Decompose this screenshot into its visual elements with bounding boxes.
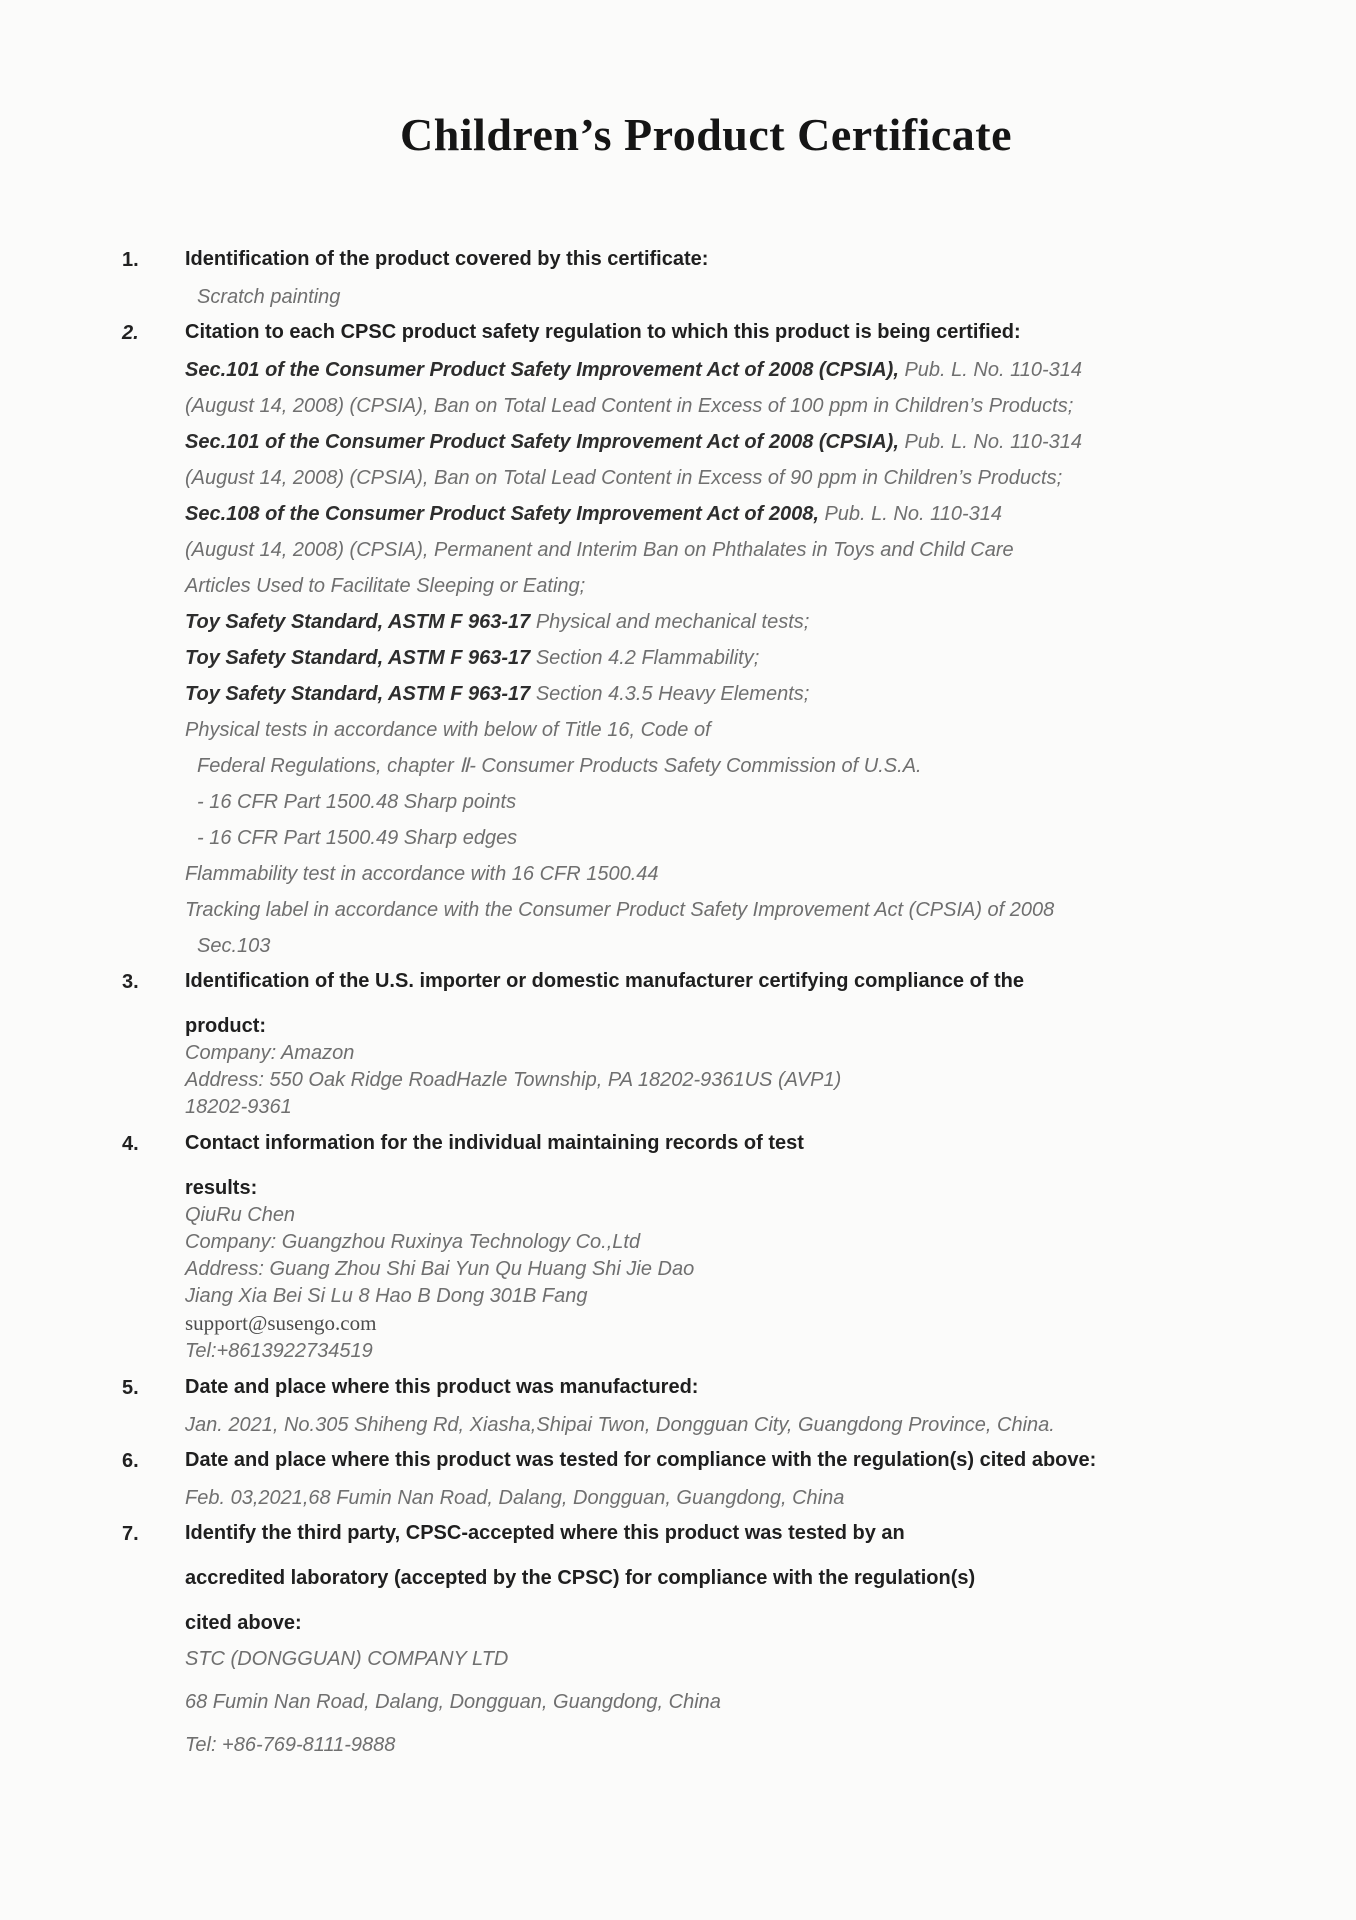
paragraph-segment: Toy Safety Standard, ASTM F 963-17	[185, 683, 536, 705]
item-content	[185, 969, 1238, 1120]
item-paragraph	[185, 1230, 1238, 1255]
paragraph-segment: Toy Safety Standard, ASTM F 963-17	[185, 647, 536, 669]
paragraph-segment: Physical tests in accordance with below of Title 16, Code of	[185, 719, 711, 741]
paragraph-segment: Physical and mechanical tests;	[535, 611, 810, 633]
paragraph-segment: Pub. L. No. 110-314	[904, 359, 1082, 381]
paragraph-segment: Flammability test in accordance with 16 CFR 1500.44	[185, 863, 659, 885]
item-paragraph	[185, 1257, 1238, 1282]
paragraph-segment: Tel: +86-769-8111-9888	[185, 1734, 396, 1756]
paragraph-segment: Toy Safety Standard, ASTM F 963-17	[185, 611, 536, 633]
paragraph-segment: - 16 CFR Part 1500.49 Sharp edges	[197, 827, 518, 849]
item-heading-line: accredited laboratory (accepted by the CPSC) for compliance with the regulation(s)	[185, 1567, 976, 1589]
item-paragraph	[185, 430, 1238, 454]
item-paragraph	[185, 1413, 1238, 1437]
item-content	[185, 1375, 1238, 1437]
certificate-item	[122, 1375, 1238, 1437]
item-paragraph	[185, 1647, 1238, 1671]
item-number: 5.	[122, 1377, 139, 1399]
item-body	[185, 1647, 1238, 1757]
paragraph-segment: Address: Guang Zhou Shi Bai Yun Qu Huang Shi Jie Dao	[185, 1258, 695, 1280]
item-number: 7.	[122, 1523, 139, 1545]
item-number: 4.	[122, 1133, 139, 1155]
item-paragraph	[185, 574, 1238, 598]
item-paragraph	[185, 1486, 1238, 1510]
paragraph-segment: STC (DONGGUAN) COMPANY LTD	[185, 1648, 509, 1670]
item-heading	[185, 969, 1238, 1038]
paragraph-segment: (August 14, 2008) (CPSIA), Ban on Total Lead Content in Excess of 100 ppm in Children’s Products;	[185, 395, 1074, 417]
paragraph-segment: Feb. 03,2021,68 Fumin Nan Road, Dalang, Dongguan, Guangdong, China	[185, 1487, 845, 1509]
paragraph-segment: Sec.101 of the Consumer Product Safety Improvement Act of 2008 (CPSIA),	[185, 359, 905, 381]
item-paragraph	[185, 1733, 1238, 1757]
item-number: 6.	[122, 1450, 139, 1472]
paragraph-segment: Articles Used to Facilitate Sleeping or Eating;	[185, 575, 586, 597]
item-paragraph	[185, 610, 1238, 634]
item-paragraph	[185, 502, 1238, 526]
item-paragraph	[185, 1203, 1238, 1228]
item-heading	[185, 320, 1238, 344]
certificate-items	[0, 247, 1356, 1757]
item-paragraph	[185, 538, 1238, 562]
item-heading-line: results:	[185, 1177, 258, 1199]
item-paragraph	[185, 466, 1238, 490]
item-paragraph	[185, 754, 1238, 778]
item-body	[185, 358, 1238, 958]
paragraph-segment: - 16 CFR Part 1500.48 Sharp points	[197, 791, 517, 813]
item-content	[185, 1448, 1238, 1510]
item-number: 3.	[122, 971, 139, 993]
item-number: 1.	[122, 249, 139, 271]
paragraph-segment: Address: 550 Oak Ridge RoadHazle Township, PA 18202-9361US (AVP1)	[185, 1069, 842, 1091]
item-heading-line: product:	[185, 1015, 267, 1037]
item-number: 2.	[122, 322, 139, 344]
paragraph-segment: Company: Guangzhou Ruxinya Technology Co.,Ltd	[185, 1231, 641, 1253]
paragraph-segment: Section 4.2 Flammability;	[535, 647, 760, 669]
item-heading-line: Date and place where this product was manufactured:	[185, 1376, 699, 1398]
paragraph-segment: support@susengo.com	[185, 1311, 377, 1335]
item-heading	[185, 247, 1238, 271]
item-body	[185, 1203, 1238, 1364]
paragraph-segment: (August 14, 2008) (CPSIA), Ban on Total Lead Content in Excess of 90 ppm in Children’s Products;	[185, 467, 1063, 489]
item-heading-line: Identification of the U.S. importer or domestic manufacturer certifying compliance of the	[185, 970, 1025, 992]
item-paragraph	[185, 718, 1238, 742]
paragraph-segment: Section 4.3.5 Heavy Elements;	[535, 683, 810, 705]
item-heading	[185, 1131, 1238, 1200]
paragraph-segment: 18202-9361	[185, 1096, 292, 1118]
paragraph-segment: Scratch painting	[197, 286, 341, 308]
paragraph-segment: 68 Fumin Nan Road, Dalang, Dongguan, Guangdong, China	[185, 1691, 721, 1713]
item-content	[185, 320, 1238, 958]
item-heading	[185, 1375, 1238, 1399]
item-heading-line: Identification of the product covered by this certificate:	[185, 248, 709, 270]
item-paragraph	[185, 1284, 1238, 1309]
certificate-item	[122, 1521, 1238, 1757]
item-body	[185, 1041, 1238, 1120]
item-content	[185, 1131, 1238, 1364]
item-paragraph	[185, 646, 1238, 670]
item-heading-line: Contact information for the individual maintaining records of test	[185, 1132, 804, 1154]
item-paragraph	[185, 1068, 1238, 1093]
item-body	[185, 1486, 1238, 1510]
item-paragraph	[185, 1041, 1238, 1066]
item-paragraph	[185, 1311, 1238, 1337]
paragraph-segment: Sec.101 of the Consumer Product Safety Improvement Act of 2008 (CPSIA),	[185, 431, 905, 453]
certificate-item	[122, 1131, 1238, 1364]
certificate-item	[122, 247, 1238, 309]
paragraph-segment: QiuRu Chen	[185, 1204, 296, 1226]
item-body	[185, 1413, 1238, 1437]
certificate-item	[122, 969, 1238, 1120]
paragraph-segment: Sec.103	[197, 935, 271, 957]
item-paragraph	[185, 1095, 1238, 1120]
paragraph-segment: Company: Amazon	[185, 1042, 355, 1064]
item-paragraph	[185, 682, 1238, 706]
item-heading-line: Date and place where this product was tested for compliance with the regulation(s) cited above:	[185, 1449, 1097, 1471]
item-paragraph	[185, 358, 1238, 382]
paragraph-segment: Federal Regulations, chapter Ⅱ- Consumer Products Safety Commission of U.S.A.	[197, 755, 922, 777]
document-title: Children’s Product Certificate	[399, 109, 1013, 160]
paragraph-segment: Jiang Xia Bei Si Lu 8 Hao B Dong 301B Fang	[185, 1285, 588, 1307]
item-heading-line: Citation to each CPSC product safety regulation to which this product is being certified:	[185, 321, 1021, 343]
item-paragraph	[185, 1339, 1238, 1364]
certificate-item	[122, 1448, 1238, 1510]
item-paragraph	[185, 826, 1238, 850]
item-heading-line: Identify the third party, CPSC-accepted where this product was tested by an	[185, 1522, 905, 1544]
item-content	[185, 247, 1238, 309]
paragraph-segment: Sec.108 of the Consumer Product Safety Improvement Act of 2008,	[185, 503, 825, 525]
item-body	[185, 285, 1238, 309]
item-content	[185, 1521, 1238, 1757]
item-paragraph	[185, 934, 1238, 958]
item-heading-line: cited above:	[185, 1612, 302, 1634]
paragraph-segment: Pub. L. No. 110-314	[904, 431, 1082, 453]
item-paragraph	[185, 1690, 1238, 1714]
item-paragraph	[185, 898, 1238, 922]
certificate-item	[122, 320, 1238, 958]
item-heading	[185, 1521, 1238, 1635]
item-paragraph	[185, 285, 1238, 309]
paragraph-segment: Tel:+8613922734519	[185, 1340, 373, 1362]
item-paragraph	[185, 394, 1238, 418]
paragraph-segment: Pub. L. No. 110-314	[824, 503, 1002, 525]
item-heading	[185, 1448, 1238, 1472]
item-paragraph	[185, 790, 1238, 814]
paragraph-segment: Tracking label in accordance with the Consumer Product Safety Improvement Act (CPSIA) of 2008	[185, 899, 1055, 921]
paragraph-segment: (August 14, 2008) (CPSIA), Permanent and Interim Ban on Phthalates in Toys and Child Care	[185, 539, 1014, 561]
paragraph-segment: Jan. 2021, No.305 Shiheng Rd, Xiasha,Shipai Twon, Dongguan City, Guangdong Province, China.	[185, 1414, 1055, 1436]
item-paragraph	[185, 862, 1238, 886]
